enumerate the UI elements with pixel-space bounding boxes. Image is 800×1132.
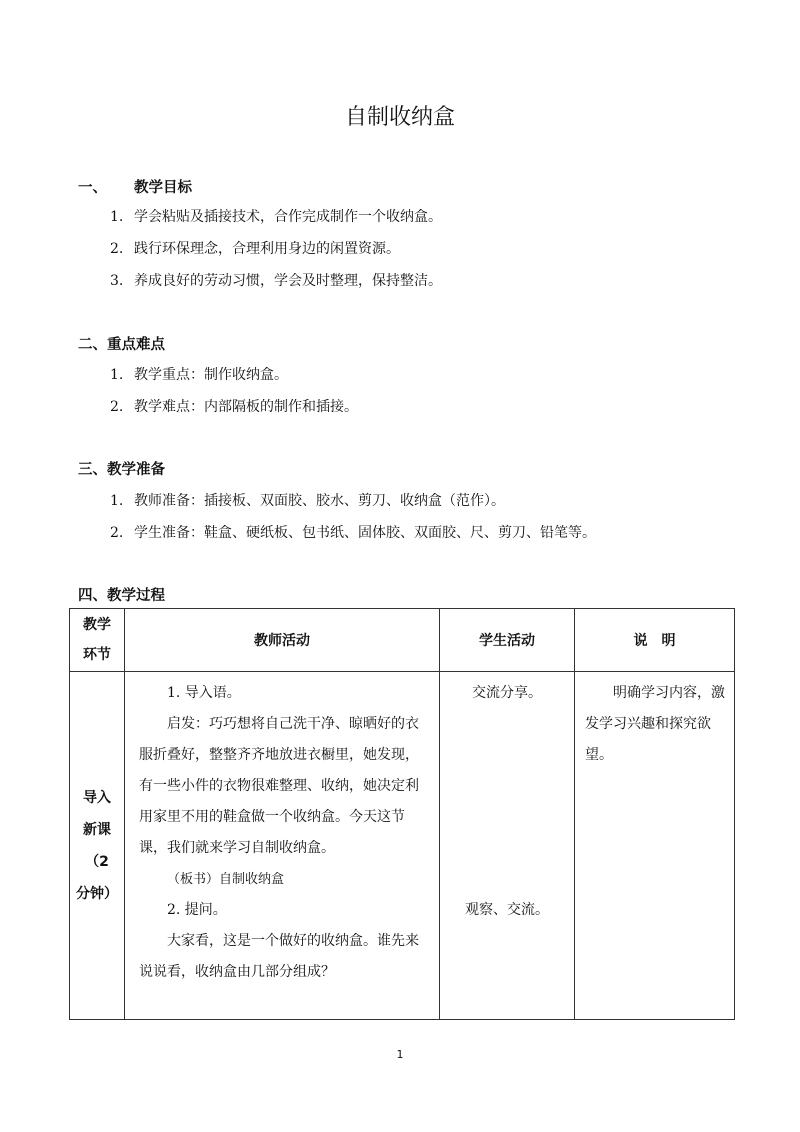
section-number: 一、 [78, 180, 107, 196]
list-item: 1. 教师准备：插接板、双面胶、胶水、剪刀、收纳盒（范作）。 [110, 493, 505, 509]
section-number: 三、 [78, 462, 107, 478]
section-number: 四、 [78, 588, 107, 604]
teacher-activity-cell: 1. 导入语。 启发：巧巧想将自己洗干净、晾晒好的衣服折叠好，整整齐齐地放进衣橱里，她发现，有一些小件的衣物很难整理、收纳，她决定利用家里不用的鞋盒做一个收纳盒。今天这节课，我们就来学习自制收纳盒。 （板书）自制收纳盒 2. 提问。 大家看，这是一个做好的收纳盒。谁先来说说看，收纳盒由几部分组成？ [125, 672, 440, 1020]
note-cell: 明确学习内容，激发学习兴趣和探究欲望。 [575, 672, 735, 1020]
table-header-row [70, 609, 735, 672]
header-teacher-activity: 教师活动 [125, 609, 440, 672]
section-title: 教学过程 [107, 588, 165, 604]
list-item: 2. 践行环保理念，合理利用身边的闲置资源。 [110, 241, 400, 257]
section-title: 教学目标 [134, 180, 192, 196]
header-note: 说 明 [575, 609, 735, 672]
list-item: 3. 养成良好的劳动习惯，学会及时整理，保持整洁。 [110, 273, 442, 289]
teaching-process-table [69, 608, 735, 1020]
list-item: 2. 学生准备：鞋盒、硬纸板、包书纸、固体胶、双面胶、尺、剪刀、铅笔等。 [110, 525, 596, 541]
section-heading-4 [78, 584, 165, 605]
list-item: 1. 学会粘贴及插接技术，合作完成制作一个收纳盒。 [110, 209, 442, 225]
document-title: 自制收纳盒 [344, 105, 455, 130]
section-title: 教学准备 [107, 462, 165, 478]
stage-cell: 导入 新课 （2 分钟） [70, 672, 125, 1020]
page-number: 1 [396, 1048, 404, 1061]
section-title: 重点难点 [107, 337, 165, 353]
list-item: 2. 教学难点：内部隔板的制作和插接。 [110, 399, 358, 415]
list-item: 1. 教学重点：制作收纳盒。 [110, 367, 288, 383]
section-heading-3 [78, 458, 165, 479]
header-student-activity: 学生活动 [440, 609, 575, 672]
section-number: 二、 [78, 337, 107, 353]
section-heading-1 [78, 176, 192, 197]
table-row [70, 672, 735, 1020]
header-stage: 教学 环节 [70, 609, 125, 672]
student-activity-cell: 交流分享。 观察、交流。 [440, 672, 575, 1020]
section-heading-2 [78, 333, 165, 354]
